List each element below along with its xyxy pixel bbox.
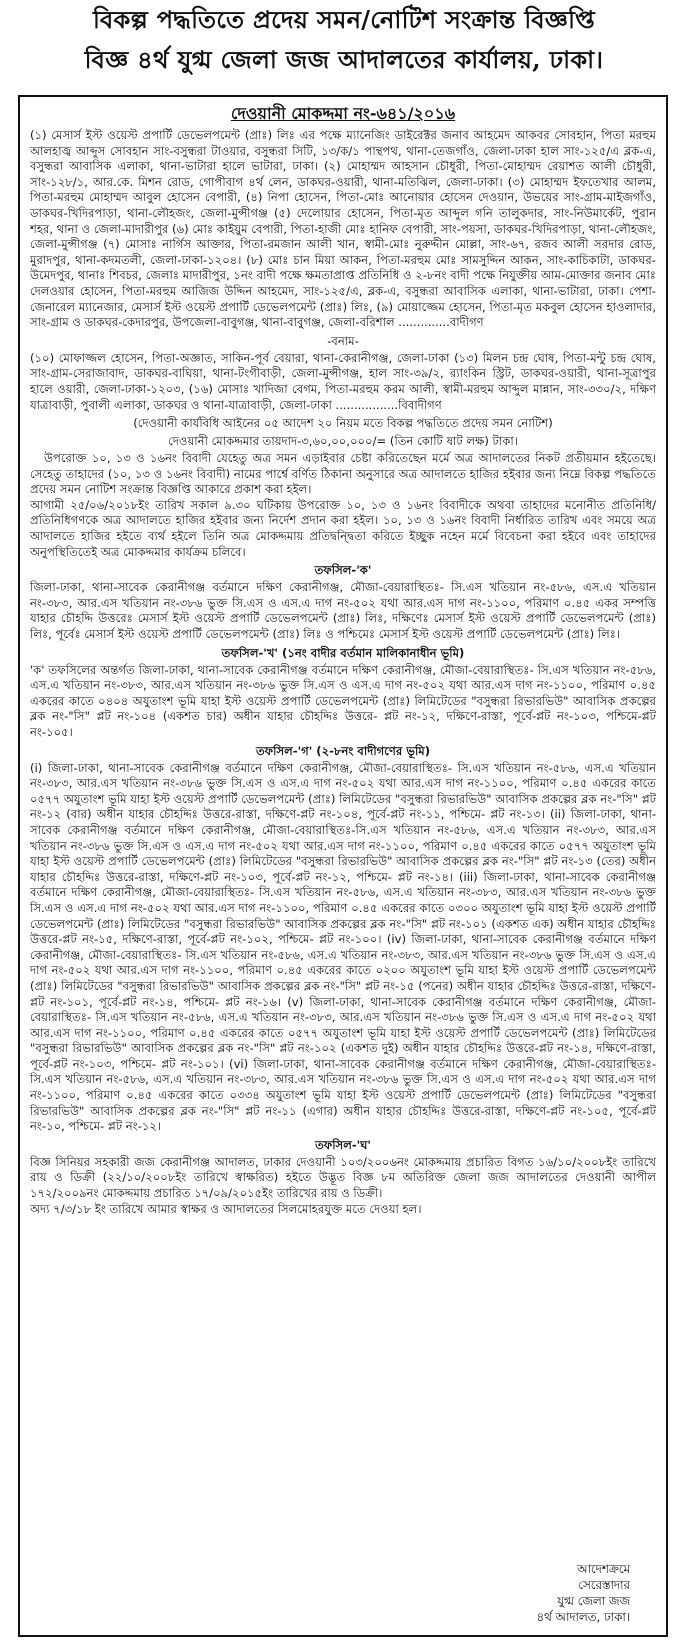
signature-line-4: ৪র্থ আদালত, ঢাকা। (536, 1610, 630, 1624)
summons-paragraph-1: উপরোক্ত ১০, ১৩ ও ১৬নং বিবাদী যেহেতু অত্র সমন এড়াইবার চেষ্টা করিতেছেন মর্মে অত্র আদালতের নিকট প্রতীয়মান হইতেছে। সেহেতু তাহাদের (১০, ১৩ ও ১৬নং বিবাদী) নামের পার্শ্বে বর্ণিত ঠিকানা অনুসারে অত্র আদালতে হাজির হইবার জন্য নিম্নে বিকল্প পদ্ধতিতে প্রদেয় সমন নোটিশ সংক্রান্ত বিজ্ঞপ্তি আকারে প্রকাশ করা হইল। (30, 451, 656, 497)
schedule-ka-title: তফসিল-'ক' (314, 563, 372, 578)
valuation-line: দেওয়ানী মোকদ্দমার তায়দাদ-৩,৬০,০০,০০০/= (তিন কোটি ষাট লক্ষ) টাকা। (168, 434, 518, 449)
schedule-ga-title: তফসিল-'গ' (২-৮নং বাদীগণের ভূমি) (255, 743, 431, 758)
signature-block (478, 1561, 638, 1625)
schedule-kha-title: তফসিল-'খ' (১নং বাদীর বর্তমান মালিকানাধীন ভূমি) (221, 645, 465, 660)
signature-line-1: আদেশক্রমে (577, 1562, 630, 1576)
plaintiffs-paragraph: (১) মেসার্স ইস্ট ওয়েস্ট প্রপার্টি ডেভেলপমেন্ট (প্রাঃ) লিঃ এর পক্ষে ম্যানেজিং ডাইরেক্টর জনাব আহমেদ আকবর সোবহান, পিতা মরহুম আলহাজ্ব আব্দুস সোবহান সাং-বসুন্ধরা টাওয়ার, বসুন্ধরা সিটি, ১৩/ক/১ পান্থপথ, থানা-তেজগাঁও, জেলা-ঢাকা হাল সাং-১২৫/এ ব্লক-এ, বসুন্ধরা আবাসিক এলাকা, থানা-ভাটারা হালে ভাটারা, ঢাকা। (২) মোহাম্মদ আহসান চৌধুরী, পিতা-মোহাম্মদ রেয়াশত আলী চৌধুরী, সাং-১২৮/১, আর.কে. মিশন রোড, গোপীবাগ ৪র্থ লেন, ডাকঘর-ওয়ারী, থানা-মতিঝিল, জেলা-ঢাকা। (৩) মোহাম্মদ ইফতেখার আলম, পিতা-মরহুম মোহাম্মদ আবুল হোসেন বেপারী, (৪) নিপা হোসেন, পিতা-মোঃ আনোয়ার হোসেন দেওয়ান, উভয়ের সাং-গ্রাম-মাইজগাঁও, ডাকঘর-খিদিরপাড়া, থানা-লৌহজং, জেলা-মুন্সীগঞ্জ (৫) দেলোয়ার হোসেন, পিতা-মৃত আব্দুল গনি তালুকদার, সাং-নিউমার্কেট, পুরান শহর, থানা ও জেলা-মাদারীপুর (৬) মোঃ কাইয়ুম বেপারী, পিতা-হাজী মোঃ হানিফ বেপারী, সাং-পয়সা, ডাকঘর-খিদিরপাড়া, থানা-লৌহজং, জেলা-মুন্সীগঞ্জ (৭) মোসাঃ নার্গিস আক্তার, পিতা-রমজান আলী খান, স্বামী-মোঃ নুরুদ্দীন মোল্লা, সাং-৬৭, রজব আলী সরদার রোড, মুরাদপুর, থানা-কদমতলী, জেলা-ঢাকা-১২০৪। (৮) মোঃ চান মিয়া আকন, পিতা-মরহুম মোঃ সামসুদ্দিন আকন, সাং-কাচিকাটা, ডাকঘর-উমেদপুর, থানাঃ শিবচর, জেলাঃ মাদারীপুর, ১নং বাদী পক্ষে ক্ষমতাপ্রাপ্ত প্রতিনিধি ও ২-৮নং বাদী পক্ষে নিযুক্তীয় আম-মোক্তার জনাব মোঃ দেলওয়ার হোসেন, পিতা-মরহুম আজিজ উদ্দিন আহমেদ, সাং-১২৫/এ, ব্লক-এ, বসুন্ধরা আবাসিক এলাকা, থানা-ভাটারা, ঢাকা। পেশা-জেনারেল ম্যানেজার, মেসার্স ইস্ট ওয়েস্ট প্রপার্টি ডেভেলপমেন্ট (প্রাঃ) লিঃ, (৯) মোয়াজ্জেম হোসেন, পিতা-মৃত মকবুল হোসেন হাওলাদার, সাং-গ্রাম ও ডাকঘর-কেদারপুর, উপজেলা-বাবুগঞ্জ, থানা-বাবুগঞ্জ, জেলা-বরিশাল ..............বাদীগণ (30, 128, 656, 330)
dated-line: অদ্য ৭/৩/১৮ ইং তারিখে আমার স্বাক্ষর ও আদালতের সিলমোহরযুক্ত মতে দেওয়া হল। (30, 1201, 422, 1216)
header-court-name: বিজ্ঞ ৪র্থ যুগ্ম জেলা জজ আদালতের কার্যালয়, ঢাকা। (84, 45, 604, 74)
header-title: বিকল্প পদ্ধতিতে প্রদেয় সমন/নোটিশ সংক্রান্ত বিজ্ঞপ্তি (92, 5, 596, 34)
defendants-paragraph: (১০) মোফাজ্জল হোসেন, পিতা-অজ্ঞাত, সাকিন-পূর্ব বেয়ারা, থানা-কেরানীগঞ্জ, জেলা-ঢাকা (১৩) মিলন চন্দ্র ঘোষ, পিতা-মন্টু চন্দ্র ঘোষ, সাং-গ্রাম-সেরাজাবাদ, ডাকঘর-বাঘিয়া, থানা-টংগীবাড়ী, জেলা-মুন্সীগঞ্জ, হাল সাং-৩৯/২, র‍্যাংকিন স্ট্রিট, ডাকঘর-ওয়ারী, থানা-সূত্রাপুর হালে ওয়ারী, জেলা-ঢাকা-১২০৩, (১৬) মোসাঃ খাদিজা বেগম, পিতা-মরহুম করম আলী, স্বামী-মরহুম আব্দুল মান্নান, সাং-৩৩০/২, দক্ষিণ যাত্রাবাড়ী, পুবালী এলাকা, ডাকঘর ও থানা-যাত্রাবাড়ী, জেলা-ঢাকা .................বিবাদীগণ (30, 350, 656, 412)
signature-line-2: সেরেস্তাদার (578, 1578, 630, 1592)
signature-line-3: যুগ্ম জেলা জজ (557, 1594, 630, 1608)
case-number: দেওয়ানী মোকদ্দমা নং-৬৪১/২০১৬ (230, 104, 456, 123)
order-line: (দেওয়ানী কার্যবিধি আইনের ০৫ আদেশ ২০ নিয়ম মতে বিকল্প পদ্ধতিতে প্রদেয় সমন নোটিশ) (133, 416, 553, 431)
schedule-ka-text: জিলা-ঢাকা, থানা-সাবেক কেরানীগঞ্জ বর্তমানে দক্ষিণ কেরানীগঞ্জ, মৌজা-বেয়ারাস্থিতঃ- সি.এস খতিয়ান নং-৫৮৬, এস.এ খতিয়ান নং-৩৮৩, আর.এস খতিয়ান নং-৩৮৬ ভুক্ত সি.এস ও এস.এ দাগ নং-৫০২ যথা আর.এস দাগ নং-১১০০, পরিমাণ ০.৪৫ একর সম্পত্তি যাহার চৌহদ্দি উত্তরেঃ মেসার্স ইস্ট ওয়েস্ট প্রপার্টি ডেভেলপমেন্ট (প্রাঃ) লিঃ, দক্ষিণেঃ মেসার্স ইস্ট ওয়েস্ট প্রপার্টি ডেভেলপমেন্ট (প্রাঃ) লিঃ, পূর্বেঃ মেসার্স ইস্ট ওয়েস্ট প্রপার্টি ডেভেলপমেন্ট (প্রাঃ) লিঃ ও পশ্চিমেঃ মেসার্স ইস্ট ওয়েস্ট প্রপার্টি ডেভেলপমেন্ট (প্রাঃ) লিঃ। (30, 580, 656, 642)
schedule-kha-text: 'ক' তফসিলের অন্তর্গত জিলা-ঢাকা, থানা-সাবেক কেরানীগঞ্জ বর্তমানে দক্ষিণ কেরানীগঞ্জ, মৌজা-বেয়ারাস্থিতঃ- সি.এস খতিয়ান নং-৫৮৬, এস.এ খতিয়ান নং-৩৮৩, আর.এস খতিয়ান নং-৩৮৬ ভুক্ত সি.এস ও এস.এ দাগ নং-৫০২ যথা আর.এস দাগ নং-১১০০, পরিমাণ ০.৪৫ একরের কাতে ০৪০৪ অযুতাংশ ভূমি যাহা ইস্ট ওয়েস্ট প্রপার্টি ডেভেলপমেন্ট (প্রাঃ) লিমিটেডের "বসুন্ধরা রিভারভিউ" আবাসিক প্রকল্পের ব্লক নং-"সি" প্লট নং-১০৪ (একশত চার) অধীন যাহার চৌহদ্দিঃ উত্তরে- প্লট নং-১২, দক্ষিণে-রাস্তা, পূর্বে-প্লট নং-১০৩, পশ্চিমে-প্লট নং-১০৫। (30, 662, 656, 739)
summons-paragraph-2: আগামী ২৫/০৬/২০১৮ইং তারিখ সকাল ৯.৩০ ঘটিকায় উপরোক্ত ১০, ১৩ ও ১৬নং বিবাদীকে অথবা তাহাদের মনোনীত প্রতিনিধি/প্রতিনিধিগণকে অত্র আদালতে হাজির হইবার জন্য নির্দেশ প্রদান করা হইল। ১০, ১৩ ও ১৬নং বিবাদী নির্ধারিত তারিখ এবং সময়ে অত্র আদালতে হাজির হইতে ব্যর্থ হইলে তিনি অত্র মোকদ্দমায় প্রতিদ্বন্দ্বিতা করিতে ইচ্ছুক নহেন মর্মে বিবেচনা করা হইবে এবং তাহাদের অনুপস্থিতিতেই অত্র মোকদ্দমার কার্যক্রম চলিবে। (30, 497, 656, 559)
versus-label: -বনাম- (327, 333, 359, 348)
schedule-ga-text: (i) জিলা-ঢাকা, থানা-সাবেক কেরানীগঞ্জ বর্তমানে দক্ষিণ কেরানীগঞ্জ, মৌজা-বেয়ারাস্থিতঃ- সি.এস খতিয়ান নং-৫৮৬, এস.এ খতিয়ান নং-৩৮৩, আর.এস খতিয়ান নং-৩৮৬ ভুক্ত সি.এস ও এস.এ দাগ নং-৫০২ যথা আর.এস দাগ নং-১১০০, পরিমাণ ০.৪৫ একরের কাতে ০৫৭৭ অযুতাংশ ভূমি যাহা ইস্ট ওয়েস্ট প্রপার্টি ডেভেলপমেন্ট (প্রাঃ) লিমিটেডের "বসুন্ধরা রিভারভিউ" আবাসিক প্রকল্পের ব্লক নং-"সি" প্লট নং-১২ (বার) অধীন যাহার চৌহদ্দিঃ উত্তরে-রাস্তা, দক্ষিণে-প্লট নং-১০৪, পূর্বে-প্লট নং-১১, পশ্চিমে- প্লট নং-১৩। (ii) জিলা-ঢাকা, থানা-সাবেক কেরানীগঞ্জ বর্তমানে দক্ষিণ কেরানীগঞ্জ, মৌজা-বেয়ারাস্থিতঃ-সি.এস খতিয়ান নং-৫৮৬, এস.এ খতিয়ান নং-৩৮৩, আর.এস খতিয়ান নং-৩৮৬ ভুক্ত সি.এস ও এস.এ দাগ নং-৫০২ যথা আর.এস দাগ নং-১১০০, পরিমাণ ০.৪৫ একরের কাতে ০৫৭৭ অযুতাংশ ভূমি যাহা ইস্ট ওয়েস্ট প্রপার্টি ডেভেলপমেন্ট (প্রাঃ) লিমিটেডের "বসুন্ধরা রিভারভিউ" আবাসিক প্রকল্পের ব্লক নং-"সি" প্লট নং-১৩ (তের) অধীন যাহার চৌহদ্দিঃ উত্তরে-রাস্তা, দক্ষিণে-প্লট নং-১০৩, পূর্বে-প্লট নং-১২, পশ্চিমে- প্লট নং-১৪। (iii) জিলা-ঢাকা, থানা-সাবেক কেরানীগঞ্জ বর্তমানে দক্ষিণ কেরানীগঞ্জ, মৌজা-বেয়ারাস্থিতঃ- সি.এস খতিয়ান নং-৫৮৬, এস.এ খতিয়ান নং-৩৮৩, আর.এস খতিয়ান নং-৩৮৬ ভুক্ত সি.এস ও এস.এ দাগ নং-৫০২ যথা আর.এস দাগ নং-১১০০, পরিমাণ ০.৪৫ একরের কাতে ০৩০০ অযুতাংশ ভূমি যাহা ইস্ট ওয়েস্ট প্রপার্টি ডেভেলপমেন্ট (প্রাঃ) লিমিটেডের "বসুন্ধরা রিভারভিউ" আবাসিক প্রকল্পের ব্লক নং-"সি" প্লট নং-১০১ (একশত এক) অধীন যাহার চৌহদ্দিঃ উত্তরে-প্লট নং-১৫, দক্ষিণে-রাস্তা, পূর্বে-প্লট নং-১০২, পশ্চিমে- প্লট নং-১০০। (iv) জিলা-ঢাকা, থানা-সাবেক কেরানীগঞ্জ বর্তমানে দক্ষিণ কেরানীগঞ্জ, মৌজা-বেয়ারাস্থিতঃ- সি.এস খতিয়ান নং-৫৮৬, এস.এ খতিয়ান নং-৩৮৩, আর.এস খতিয়ান নং-৩৮৬ ভুক্ত সি.এস ও এস.এ দাগ নং-৫০২ যথা আর.এস দাগ নং-১১০০, পরিমাণ ০.৪৫ একরের কাতে ০২০০ অযুতাংশ ভূমি যাহা ইস্ট ওয়েস্ট প্রপার্টি ডেভেলপমেন্ট (প্রাঃ) লিমিটেডের "বসুন্ধরা রিভারভিউ" আবাসিক প্রকল্পের ব্লক নং-"সি" প্লট নং-১৫ (পনের) অধীন যাহার চৌহদ্দিঃ উত্তরে-রাস্তা, দক্ষিণে-প্লট নং-১০১, পূর্বে-প্লট নং-১৪, পশ্চিমে- প্লট নং-১৬। (v) জিলা-ঢাকা, থানা-সাবেক কেরানীগঞ্জ বর্তমানে দক্ষিণ কেরানীগঞ্জ, মৌজা-বেয়ারাস্থিতঃ- সি.এস খতিয়ান নং-৫৮৬, এস.এ খতিয়ান নং-৩৮৩, আর.এস খতিয়ান নং-৩৮৬ ভুক্ত সি.এস ও এস.এ দাগ নং-৫০২ যথা আর.এস দাগ নং-১১০০, পরিমাণ ০.৪৫ একরের কাতে ০৫৭৭ অযুতাংশ ভূমি যাহা ইস্ট ওয়েস্ট প্রপার্টি ডেভেলপমেন্ট (প্রাঃ) লিমিটেডের "বসুন্ধরা রিভারভিউ" আবাসিক প্রকল্পের ব্লক নং-"সি" প্লট নং-১০২ (একশত দুই) অধীন যাহার চৌহদ্দিঃ উত্তরে-প্লট নং-১৪, দক্ষিণে-রাস্তা, পূর্বে-প্লট নং-১০৩, পশ্চিমে- প্লট নং-১০১। (vi) জিলা-ঢাকা, থানা-সাবেক কেরানীগঞ্জ বর্তমানে দক্ষিণ কেরানীগঞ্জ, মৌজা-বেয়ারাস্থিতঃ-সি.এস খতিয়ান নং-৫৮৬, এস.এ খতিয়ান নং-৩৮৩, আর.এস খতিয়ান নং-৩৮৬ ভুক্ত সি.এস ও এস.এ দাগ নং-৫০২ যথা আর.এস দাগ নং-১১০০, পরিমাণ ০.৪৫ একরের কাতে ০৩৩৪ অযুতাংশ ভূমি যাহা ইস্ট ওয়েস্ট প্রপার্টি ডেভেলপমেন্ট (প্রাঃ) লিমিটেডের "বসুন্ধরা রিভারভিউ" আবাসিক প্রকল্পের ব্লক নং-"সি" প্লট নং-১১ (এগার) অধীন যাহার চৌহদ্দিঃ উত্তরে-রাস্তা, দক্ষিণে-প্লট নং-১০৫, পূর্বে-প্লট নং-১০, পশ্চিমে- প্লট নং-১২। (30, 760, 656, 1134)
notice-body-frame (18, 95, 668, 1637)
notice-header (18, 0, 670, 92)
schedule-gha-title: তফসিল-'ঘ' (315, 1137, 371, 1152)
schedule-gha-text: বিজ্ঞ সিনিয়র সহকারী জজ কেরানীগঞ্জ আদালত, ঢাকার দেওয়ানী ১০৩/২০০৬নং মোকদ্দমায় প্রচারিত বিগত ১৬/১০/২০০৮ইং তারিখে রায় ও ডিক্রী (২২/১০/২০০৮ইং তারিখে স্বাক্ষরিত) হইতে উদ্ভূত বিজ্ঞ ৮ম অতিরিক্ত জেলা জজ আদালতের দেওয়ানী আপীল ১৭২/২০০৯নং মোকদ্দমায় প্রচারিত ১৭/০৯/২০১৫ইং তারিখের রায় ও ডিক্রী। (30, 1154, 656, 1201)
